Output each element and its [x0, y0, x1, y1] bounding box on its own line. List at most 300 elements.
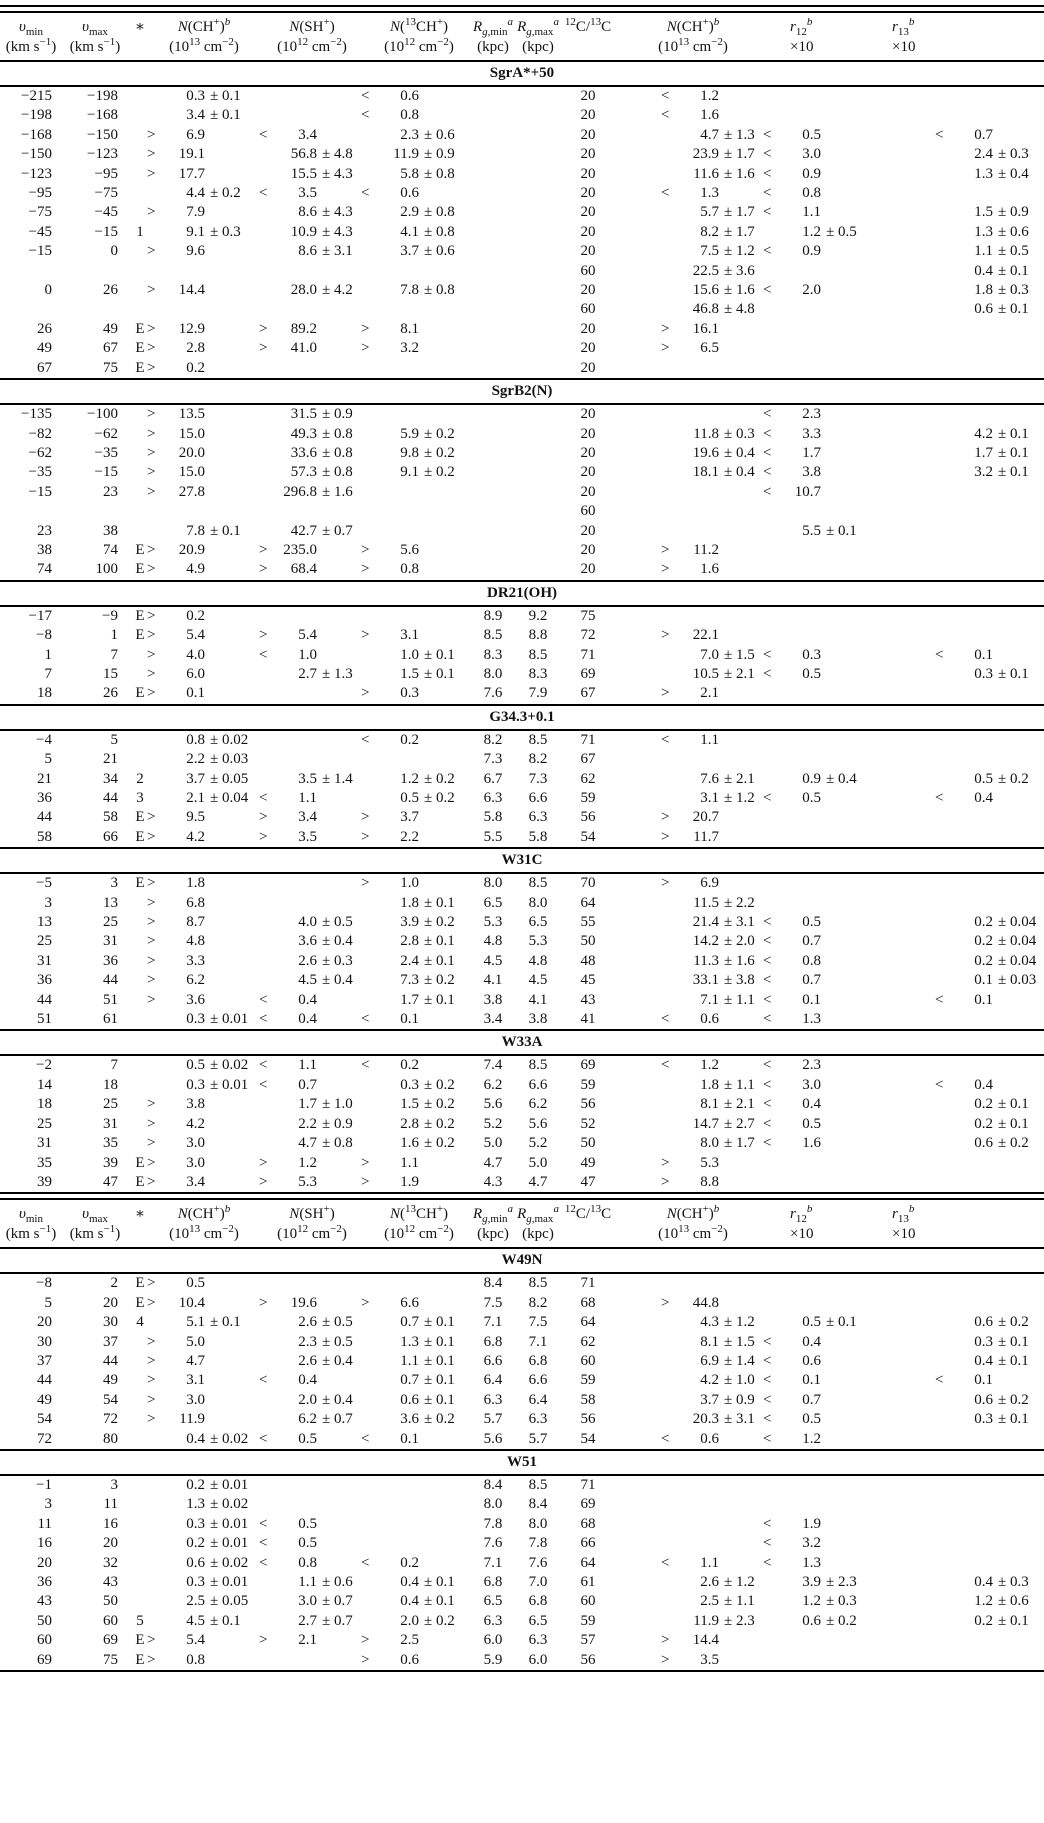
cell-n_chp_model: 3.1 ± 1.2 — [700, 790, 755, 806]
cell-vmin: 60 — [37, 1632, 52, 1649]
cell-rg_max: 8.5 — [528, 1476, 548, 1493]
cell-rg_max: 7.6 — [528, 1554, 548, 1571]
cell-n_13chp — [368, 1475, 470, 1495]
cell-n_chp_model: 11.8 ± 0.3 — [693, 425, 755, 442]
section-title: W33A — [0, 1030, 1044, 1055]
cell-vmax: −100 — [87, 406, 118, 423]
column-header-vmin: $\upsilon_{min}$ (km $s^{-1}$) — [0, 1200, 62, 1248]
cell-r12 — [770, 339, 872, 358]
cell-n_13chp: > 5.6 — [361, 541, 419, 558]
cell-n_chp: > 6.9 — [147, 126, 205, 143]
column-header-flag: ∗ — [128, 1200, 152, 1248]
cell-n_chp_model: 15.6 ± 1.6 — [692, 282, 755, 299]
cell-n_shp: < 0.4 — [259, 991, 317, 1008]
cell-c12_c13: 57 — [580, 1632, 596, 1649]
cell-c12_c13: 62 — [580, 770, 596, 787]
cell-n_shp: 2.7 ± 1.3 — [298, 665, 353, 682]
table-top-double-rule — [0, 1192, 1044, 1200]
cell-c12_c13: 20 — [580, 444, 596, 461]
table-row — [0, 1352, 1044, 1371]
cell-vmin: 25 — [37, 933, 52, 950]
cell-n_13chp — [368, 483, 470, 502]
cell-r13: < 0.4 — [935, 790, 993, 806]
cell-n_shp: < 3.4 — [259, 126, 317, 143]
cell-c12_c13: 60 — [580, 301, 596, 318]
cell-n_chp: > 12.9 — [147, 320, 205, 337]
cell-rg_min: 8.3 — [483, 646, 503, 663]
cell-n_chp_model: < 1.2 — [661, 1057, 719, 1074]
cell-n_chp_model — [616, 1495, 770, 1514]
cell-c12_c13: 71 — [580, 1275, 596, 1292]
cell-n_chp_model — [616, 404, 770, 424]
cell-n_shp: < 1.0 — [259, 646, 317, 663]
cell-vmin: 36 — [37, 790, 52, 806]
cell-r12: 0.6 ± 0.2 — [802, 1612, 857, 1629]
cell-n_13chp: 1.5 ± 0.1 — [400, 665, 455, 682]
cell-n_chp_model: 23.9 ± 1.7 — [692, 146, 755, 163]
cell-rg_min — [470, 444, 516, 463]
cell-n_chp: > 6.8 — [147, 894, 205, 911]
cell-vmax: 26 — [103, 282, 118, 299]
section-title: W31C — [0, 848, 1044, 873]
cell-n_13chp — [368, 1273, 470, 1293]
cell-n_chp_model: > 8.8 — [661, 1173, 719, 1190]
cell-rg_max — [516, 463, 560, 482]
cell-n_13chp: < 0.2 — [361, 1554, 419, 1571]
cell-n_shp: 2.3 ± 0.5 — [298, 1333, 353, 1350]
cell-n_chp: > 3.0 — [147, 1391, 205, 1408]
cell-rg_min — [470, 281, 516, 300]
cell-n_13chp: 0.4 ± 0.1 — [400, 1593, 455, 1610]
cell-r12: < 10.7 — [763, 483, 821, 500]
cell-vmin: 49 — [37, 340, 52, 357]
cell-vmin: 31 — [37, 1135, 52, 1152]
cell-rg_min — [470, 184, 516, 203]
cell-rg_min: 5.6 — [483, 1096, 503, 1113]
cell-r13: 0.2 ± 0.1 — [974, 1115, 1029, 1132]
cell-n_shp: < 0.7 — [259, 1076, 317, 1093]
cell-r12: < 1.9 — [763, 1515, 821, 1532]
table-bottom-rule — [0, 1670, 1044, 1672]
cell-r13: 0.2 ± 0.04 — [974, 952, 1037, 969]
cell-vmin: 30 — [37, 1333, 52, 1350]
cell-r13: 0.4 ± 0.1 — [974, 262, 1029, 279]
cell-c12_c13: 64 — [580, 1554, 596, 1571]
cell-vmin: −82 — [28, 425, 52, 442]
cell-n_chp — [152, 262, 256, 281]
cell-vmax: 60 — [103, 1612, 118, 1629]
cell-r13 — [872, 1055, 1044, 1075]
cell-n_13chp — [368, 359, 470, 379]
cell-vmin: 31 — [37, 952, 52, 969]
cell-rg_min: 5.5 — [483, 828, 503, 845]
cell-rg_min: 6.4 — [483, 1372, 503, 1389]
cell-r13: 0.4 ± 0.1 — [974, 1352, 1029, 1369]
cell-r13: 0.2 ± 0.1 — [974, 1612, 1029, 1629]
cell-n_shp — [256, 894, 368, 913]
cell-n_chp: > 3.8 — [147, 1096, 205, 1113]
cell-vmax: 49 — [103, 320, 118, 337]
cell-n_chp: 2.1 ± 0.04 — [186, 790, 249, 806]
table-row — [0, 1430, 1044, 1450]
cell-n_chp: 0.3 ± 0.1 — [186, 88, 241, 104]
cell-c12_c13: 59 — [580, 790, 596, 806]
cell-r13: 0.4 ± 0.3 — [974, 1574, 1029, 1590]
cell-n_chp: > 10.4 — [147, 1294, 205, 1311]
cell-vmax: 100 — [95, 561, 118, 578]
cell-c12_c13: 64 — [580, 1314, 596, 1331]
column-header-n_chp: $N(CH^+)^b$ ($10^{13}$ $cm^{-2}$) — [152, 1200, 256, 1248]
cell-rg_min: 4.7 — [483, 1154, 503, 1171]
cell-vmin: −2 — [36, 1057, 52, 1074]
cell-n_13chp: > 1.9 — [361, 1173, 419, 1190]
cell-rg_max: 8.2 — [528, 751, 548, 768]
cell-flag — [128, 1573, 152, 1592]
cell-vmin: 44 — [37, 809, 52, 826]
cell-rg_min — [470, 320, 516, 339]
cell-rg_max: 6.8 — [528, 1352, 548, 1369]
cell-n_chp: 3.4 ± 0.1 — [186, 107, 241, 124]
table-row — [0, 1134, 1044, 1153]
cell-vmin: −8 — [36, 1275, 52, 1292]
cell-flag: 1 — [136, 223, 144, 240]
cell-rg_max: 6.6 — [528, 790, 548, 806]
cell-rg_min — [470, 522, 516, 541]
cell-n_chp_model: 6.9 ± 1.4 — [700, 1352, 755, 1369]
cell-r12 — [770, 750, 872, 769]
section-row — [0, 848, 1044, 873]
cell-n_chp_model: > 44.8 — [661, 1294, 719, 1311]
cell-n_13chp: 1.3 ± 0.1 — [400, 1333, 455, 1350]
cell-n_shp: 4.7 ± 0.8 — [298, 1135, 353, 1152]
cell-n_chp: > 15.0 — [147, 464, 205, 481]
cell-rg_max — [516, 320, 560, 339]
cell-c12_c13: 60 — [580, 1352, 596, 1369]
cell-rg_max: 4.7 — [528, 1173, 548, 1190]
cell-c12_c13: 72 — [580, 627, 596, 644]
cell-vmin: −15 — [28, 243, 52, 260]
cell-rg_min: 6.5 — [483, 894, 503, 911]
cell-rg_min: 6.6 — [483, 1352, 503, 1369]
cell-vmax: 74 — [103, 541, 118, 558]
header-row — [0, 1200, 1044, 1248]
cell-n_chp_model: 8.1 ± 1.5 — [700, 1333, 755, 1350]
cell-r12: < 0.7 — [763, 933, 821, 950]
cell-flag — [128, 1534, 152, 1553]
cell-c12_c13: 56 — [580, 1411, 596, 1428]
section-row — [0, 61, 1044, 86]
cell-rg_max: 7.1 — [528, 1333, 548, 1350]
cell-r12 — [770, 684, 872, 704]
cell-n_chp: > 0.2 — [147, 359, 205, 376]
cell-flag: E — [135, 359, 145, 376]
cell-c12_c13: 20 — [580, 165, 596, 182]
cell-rg_min — [470, 502, 516, 521]
cell-vmin: 54 — [37, 1411, 52, 1428]
cell-rg_min: 5.3 — [483, 914, 503, 931]
cell-n_shp — [256, 730, 368, 750]
cell-n_shp: 3.5 ± 1.4 — [298, 770, 353, 787]
cell-n_13chp: 3.9 ± 0.2 — [400, 914, 455, 931]
cell-n_chp: > 5.0 — [147, 1333, 205, 1350]
cell-flag: E — [135, 1632, 145, 1649]
cell-c12_c13: 20 — [580, 282, 596, 299]
cell-rg_min — [470, 165, 516, 184]
cell-rg_min: 8.0 — [483, 875, 503, 892]
cell-r13: 1.8 ± 0.3 — [974, 282, 1029, 299]
cell-r12 — [770, 606, 872, 626]
cell-r13: < 0.1 — [935, 991, 993, 1008]
cell-n_chp_model: > 14.4 — [661, 1632, 719, 1649]
cell-n_chp_model — [616, 1515, 770, 1534]
table-row — [0, 1294, 1044, 1313]
table-row — [0, 1313, 1044, 1332]
cell-n_chp: > 5.4 — [147, 1632, 205, 1649]
cell-c12_c13: 20 — [580, 359, 596, 376]
cell-n_13chp: 0.5 ± 0.2 — [400, 790, 455, 806]
cell-rg_min: 7.1 — [483, 1314, 503, 1331]
cell-vmax: 38 — [103, 522, 118, 539]
cell-n_13chp: 2.3 ± 0.6 — [400, 126, 455, 143]
table-row — [0, 404, 1044, 424]
cell-r13: 0.6 ± 0.2 — [974, 1391, 1029, 1408]
cell-vmin: 39 — [37, 1173, 52, 1190]
cell-n_13chp: 7.3 ± 0.2 — [400, 972, 455, 989]
cell-r12 — [770, 560, 872, 580]
cell-rg_min: 6.3 — [483, 1391, 503, 1408]
cell-n_chp_model: < 1.2 — [661, 88, 719, 104]
cell-flag: E — [135, 875, 145, 892]
table-row — [0, 106, 1044, 125]
cell-n_chp: > 13.5 — [147, 406, 205, 423]
cell-n_shp: 3.6 ± 0.4 — [298, 933, 353, 950]
cell-r12 — [770, 262, 872, 281]
cell-n_shp — [256, 86, 368, 106]
cell-r12 — [770, 1294, 872, 1313]
cell-n_chp_model: 7.1 ± 1.1 — [700, 991, 755, 1008]
cell-c12_c13: 20 — [580, 425, 596, 442]
cell-r12: < 0.5 — [763, 665, 821, 682]
cell-r12: < 0.8 — [763, 185, 821, 202]
cell-rg_min — [470, 483, 516, 502]
cell-r13 — [872, 522, 1044, 541]
header-row — [0, 13, 1044, 61]
cell-flag — [128, 1592, 152, 1611]
cell-rg_max: 8.5 — [528, 1057, 548, 1074]
cell-vmax: 3 — [110, 875, 118, 892]
cell-n_chp_model: 7.6 ± 2.1 — [700, 770, 755, 787]
cell-n_shp: 8.6 ± 3.1 — [298, 243, 353, 260]
table-row — [0, 1391, 1044, 1410]
cell-flag: E — [135, 1294, 145, 1311]
cell-n_chp: > 8.7 — [147, 914, 205, 931]
cell-vmax: 66 — [103, 828, 118, 845]
cell-rg_max: 7.8 — [528, 1535, 548, 1552]
cell-flag: E — [135, 340, 145, 357]
cell-r12: 1.2 ± 0.5 — [802, 223, 857, 240]
cell-flag — [128, 1475, 152, 1495]
cell-r12: < 0.1 — [763, 1372, 821, 1389]
cell-rg_max — [516, 359, 560, 379]
cell-rg_min — [470, 300, 516, 319]
cell-vmin: −215 — [21, 88, 52, 104]
cell-rg_min — [470, 404, 516, 424]
table-row — [0, 1095, 1044, 1114]
cell-r13 — [872, 184, 1044, 203]
table-row — [0, 1534, 1044, 1553]
cell-r12: < 0.5 — [763, 1411, 821, 1428]
table-row — [0, 828, 1044, 848]
cell-n_13chp: > 3.7 — [361, 809, 419, 826]
cell-n_shp: > 5.4 — [259, 627, 317, 644]
cell-vmax: 18 — [103, 1076, 118, 1093]
cell-vmin: 5 — [44, 751, 52, 768]
cell-c12_c13: 59 — [580, 1372, 596, 1389]
cell-flag — [128, 750, 152, 769]
cell-n_chp — [152, 502, 256, 521]
cell-flag — [128, 522, 152, 541]
cell-vmin: −45 — [28, 223, 52, 240]
cell-vmin: 1 — [44, 646, 52, 663]
table-row — [0, 971, 1044, 990]
cell-r12 — [770, 320, 872, 339]
cell-r13: 0.6 ± 0.2 — [974, 1314, 1029, 1331]
cell-r12 — [770, 730, 872, 750]
cell-n_chp: 7.8 ± 0.1 — [186, 522, 241, 539]
cell-rg_min — [470, 126, 516, 145]
cell-rg_min — [470, 359, 516, 379]
cell-rg_max: 6.6 — [528, 1076, 548, 1093]
cell-n_chp: > 9.6 — [147, 243, 205, 260]
cell-rg_max — [516, 106, 560, 125]
cell-n_chp_model: > 6.9 — [661, 875, 719, 892]
cell-rg_max: 6.6 — [528, 1372, 548, 1389]
cell-n_13chp: 0.3 ± 0.2 — [400, 1076, 455, 1093]
cell-rg_min: 7.3 — [483, 751, 503, 768]
cell-vmin: 67 — [37, 359, 52, 376]
cell-r12 — [770, 1154, 872, 1173]
table-row — [0, 1154, 1044, 1173]
section-row — [0, 1030, 1044, 1055]
cell-rg_max: 8.5 — [528, 875, 548, 892]
cell-vmin: 20 — [37, 1314, 52, 1331]
cell-r13 — [872, 1273, 1044, 1293]
cell-n_chp: > 3.3 — [147, 952, 205, 969]
cell-rg_min: 7.6 — [483, 1535, 503, 1552]
cell-r12: < 3.0 — [763, 146, 821, 163]
table-top-double-rule — [0, 5, 1044, 13]
cell-n_13chp: 3.7 ± 0.6 — [400, 243, 455, 260]
cell-rg_max — [516, 203, 560, 222]
cell-c12_c13: 20 — [580, 561, 596, 578]
cell-rg_max: 8.4 — [528, 1496, 548, 1513]
cell-vmax: 31 — [103, 933, 118, 950]
cell-vmax: 1 — [110, 627, 118, 644]
cell-rg_max: 6.3 — [528, 1632, 548, 1649]
cell-flag: E — [135, 541, 145, 558]
cell-n_13chp: 11.9 ± 0.9 — [393, 146, 455, 163]
cell-flag — [128, 184, 152, 203]
cell-n_shp: 296.8 ± 1.6 — [283, 483, 353, 500]
cell-r13: < 0.1 — [935, 1372, 993, 1389]
cell-rg_max: 6.0 — [528, 1651, 548, 1668]
cell-n_chp: 9.1 ± 0.3 — [186, 223, 241, 240]
cell-n_13chp — [368, 262, 470, 281]
cell-vmin: 50 — [37, 1612, 52, 1629]
table-row — [0, 300, 1044, 319]
cell-r13 — [872, 1495, 1044, 1514]
cell-n_13chp: 2.8 ± 0.1 — [400, 933, 455, 950]
cell-rg_min: 5.9 — [483, 1651, 503, 1668]
cell-n_13chp: 4.1 ± 0.8 — [400, 223, 455, 240]
cell-n_chp_model — [616, 359, 770, 379]
cell-c12_c13: 50 — [580, 933, 596, 950]
cell-r13 — [872, 86, 1044, 106]
cell-r12: 1.2 ± 0.3 — [802, 1593, 857, 1610]
cell-n_13chp: < 0.1 — [361, 1430, 419, 1447]
cell-n_shp — [256, 262, 368, 281]
cell-n_shp — [256, 1495, 368, 1514]
cell-vmax: 67 — [103, 340, 118, 357]
table-row — [0, 684, 1044, 704]
cell-vmax — [62, 262, 128, 281]
cell-r12: < 1.6 — [763, 1135, 821, 1152]
cell-rg_max: 6.4 — [528, 1391, 548, 1408]
cell-c12_c13: 60 — [580, 1593, 596, 1610]
cell-vmin: 11 — [37, 1515, 52, 1532]
cell-n_chp_model: < 0.6 — [661, 1011, 719, 1028]
cell-vmax — [62, 300, 128, 319]
cell-flag: 3 — [136, 790, 144, 806]
cell-rg_max — [516, 242, 560, 261]
cell-vmax: 13 — [103, 894, 118, 911]
cell-vmax: 0 — [110, 243, 118, 260]
section-row — [0, 379, 1044, 404]
column-header-r13: $r_{13}^b$ ×10 — [872, 13, 1044, 61]
cell-r13 — [872, 502, 1044, 521]
cell-vmax: −9 — [102, 607, 118, 624]
cell-flag: E — [135, 561, 145, 578]
cell-r13: 3.2 ± 0.1 — [974, 464, 1029, 481]
section-title: SgrA*+50 — [0, 61, 1044, 86]
cell-rg_max: 3.8 — [528, 1011, 548, 1028]
cell-n_chp_model: 18.1 ± 0.4 — [692, 464, 755, 481]
cell-n_shp: 33.6 ± 0.8 — [290, 444, 353, 461]
cell-rg_max — [516, 425, 560, 444]
cell-n_chp: > 3.0 — [147, 1154, 205, 1171]
cell-n_chp: 0.3 ± 0.01 — [186, 1574, 249, 1590]
cell-n_shp: > 68.4 — [259, 561, 317, 578]
cell-vmin: 0 — [44, 282, 52, 299]
cell-vmax: −62 — [94, 425, 118, 442]
cell-n_shp — [256, 606, 368, 626]
column-header-n_chp_model: $N(CH^+)^b$ ($10^{13}$ $cm^{-2}$) — [616, 13, 770, 61]
cell-c12_c13: 69 — [580, 1057, 596, 1074]
cell-vmax: 11 — [103, 1496, 118, 1513]
cell-r12: < 3.2 — [763, 1535, 821, 1552]
cell-n_13chp: 9.8 ± 0.2 — [400, 444, 455, 461]
cell-n_13chp: > 8.1 — [361, 320, 419, 337]
cell-c12_c13: 20 — [580, 204, 596, 221]
cell-r13: 0.6 ± 0.2 — [974, 1135, 1029, 1152]
cell-rg_max — [516, 522, 560, 541]
cell-n_chp_model — [616, 483, 770, 502]
cell-n_13chp: < 0.2 — [361, 731, 419, 748]
cell-vmax: −75 — [94, 185, 118, 202]
cell-c12_c13: 47 — [580, 1173, 596, 1190]
cell-c12_c13: 60 — [580, 262, 596, 279]
cell-flag — [128, 262, 152, 281]
